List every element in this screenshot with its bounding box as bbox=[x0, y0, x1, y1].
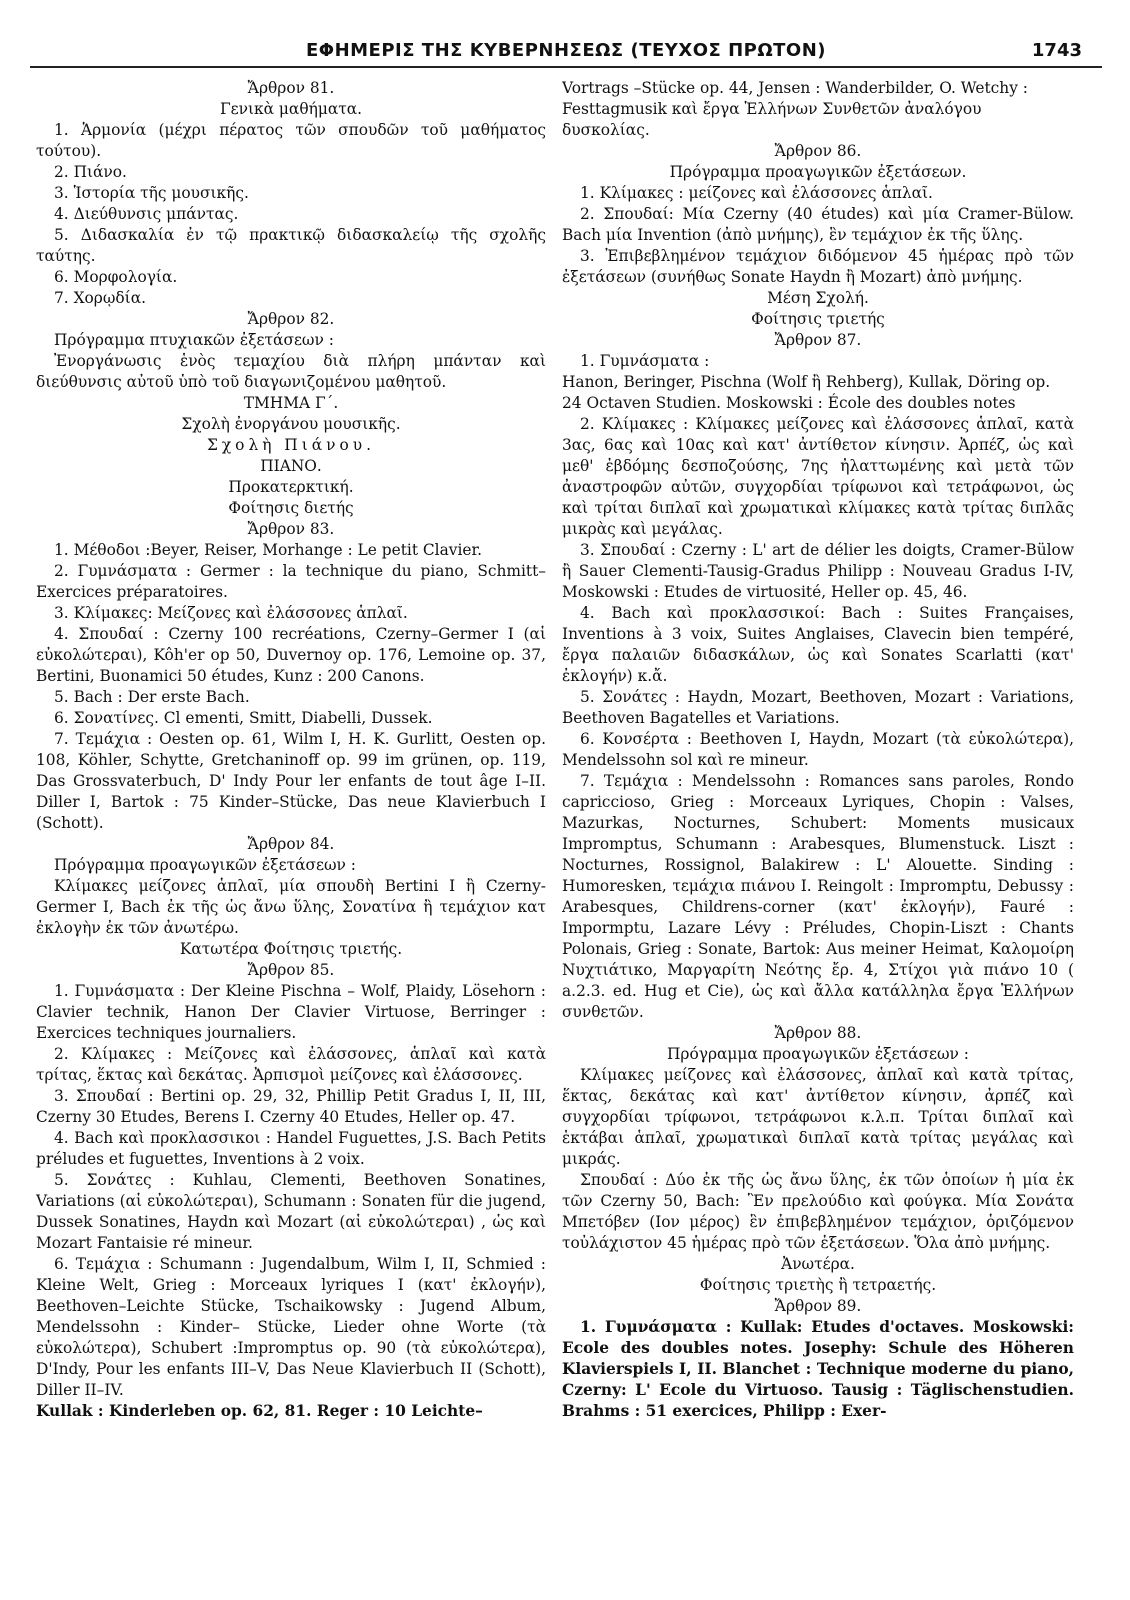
left-column bbox=[36, 78, 546, 1588]
text-paragraph: Κλίμακες μείζονες ἁπλαῖ, μία σπουδὴ Bertini I ἢ Czerny-Germer I, Bach ἐκ τῆς ὡς ἄνω ὕλης, Σονατίνα ἢ τεμάχιον κατ ἐκλογὴν ἐκ τῶν ἀνωτέρω. bbox=[36, 877, 546, 937]
text-paragraph: Πρόγραμμα προαγωγικῶν ἐξετάσεων : bbox=[667, 1045, 969, 1063]
text-paragraph: 6. Κονσέρτα : Beethoven I, Haydn, Mozart (τὰ εὐκολώτερα), Mendelssohn sol καὶ re mineur. bbox=[562, 730, 1074, 769]
text-paragraph: Ἐνοργάνωσις ἑνὸς τεμαχίου διὰ πλήρη μπάνταν καὶ διεύθυνσις αὐτοῦ ὑπὸ τοῦ διαγωνιζομένου μαθητοῦ. bbox=[36, 352, 546, 391]
text-paragraph: 1. Ἁρμονία (μέχρι πέρατος τῶν σπουδῶν τοῦ μαθήματος τούτου). bbox=[36, 121, 546, 160]
text-paragraph: Φοίτησις τριετής bbox=[751, 310, 885, 328]
text-paragraph: Κατωτέρα Φοίτησις τριετής. bbox=[179, 940, 403, 958]
text-paragraph: Ἄρθρον 86. bbox=[774, 142, 862, 160]
text-paragraph: 7. Τεμάχια : Mendelssohn : Romances sans paroles, Rondo capriccioso, Grieg : Morceaux Lyriques, Chopin : Valses, Mazurkas, Nocturnes, Schubert: Moments musicaux Impromptus, Schumann : Arabesques, Blumenstuck. Liszt : Nocturnes, Rossignol, Balakirew : L' Alouette. Sinding : Humoresken, τεμάχια πιάνου I. Reingolt : Impromptu, Debussy : Arabesques, Childrens-corner (κατ' ἐκλογήν), Fauré : Impormptu, Lazare Lévy : Préludes, Chopin-Liszt : Chants Polonais, Grieg : Sonate, Bartok: Aus meiner Heimat, Καλομοίρη Νυχτιάτικο, Μαργαρίτη Νεότης ἔρ. 4, Στίχοι γιὰ πιάνο 10 ( a.2.3. ed. Hug et Cie), ὡς καὶ ἄλλα κατάλληλα ἔργα Ἑλλήνων συνθετῶν. bbox=[562, 772, 1074, 1021]
text-paragraph: 4. Bach καὶ προκλασσικοι : Handel Fuguettes, J.S. Bach Petits préludes et fuguettes, Inventions à 2 voix. bbox=[36, 1129, 546, 1168]
text-paragraph: 2. Γυμνάσματα : Germer : la technique du piano, Schmitt–Exercices préparatoires. bbox=[36, 562, 546, 601]
text-paragraph: 6. Σονατίνες. Cl ementi, Smitt, Diabelli, Dussek. bbox=[54, 709, 433, 727]
right-column bbox=[562, 78, 1074, 1588]
text-paragraph: Μέση Σχολή. bbox=[767, 289, 869, 307]
text-paragraph: 4. Bach καὶ προκλασσικοί: Bach : Suites Françaises, Inventions à 3 voix, Suites Anglaises, Clavecin bien tempéré, ἔργα παλαιῶν διδασκάλων, ὡς καὶ Sonates Scarlatti (κατ' ἐκλογήν) κ.ἄ. bbox=[562, 604, 1074, 685]
text-paragraph: Ἀνωτέρα. bbox=[781, 1255, 855, 1273]
text-paragraph: Πρόγραμμα προαγωγικῶν ἐξετάσεων : bbox=[54, 856, 356, 874]
text-paragraph: ΠΙΑΝΟ. bbox=[260, 457, 322, 475]
text-paragraph: 5. Σονάτες : Haydn, Mozart, Beethoven, Mozart : Variations, Beethoven Bagatelles et Variations. bbox=[562, 688, 1074, 727]
text-paragraph: 1. Μέθοδοι :Beyer, Reiser, Morhange : Le petit Clavier. bbox=[54, 541, 483, 559]
text-paragraph: 7. Χορῳδία. bbox=[54, 289, 146, 307]
text-paragraph: Kullak : Kinderleben op. 62, 81. Reger : 10 Leichte– bbox=[36, 1402, 483, 1420]
page-number: 1743 bbox=[1031, 40, 1082, 61]
text-paragraph: ΤΜΗΜΑ Γ΄. bbox=[243, 394, 339, 412]
text-paragraph: Ἄρθρον 85. bbox=[247, 961, 335, 979]
text-paragraph: Ἄρθρον 84. bbox=[247, 835, 335, 853]
text-paragraph: 4. Διεύθυνσις μπάντας. bbox=[54, 205, 239, 223]
text-paragraph: Σχολὴ Πιάνου. bbox=[206, 436, 376, 454]
text-paragraph: Φοίτησις διετής bbox=[228, 499, 354, 517]
running-title: ΕΦΗΜΕΡΙΣ ΤΗΣ ΚΥΒΕΡΝΗΣΕΩΣ (ΤΕΥΧΟΣ ΠΡΩΤΟΝ) bbox=[305, 40, 826, 61]
text-paragraph: Σπουδαί : Δύο ἐκ τῆς ὡς ἄνω ὕλης, ἐκ τῶν ὁποίων ἡ μία ἐκ τῶν Czerny 50, Bach: Ἓν πρελούδιο καὶ φούγκα. Μία Σονάτα Μπετόβεν (Ιον μέρος) ἓν ἐπιβεβλημένον τεμάχιον, ὁριζόμενον τοὐλάχιστον 45 ἡμέρας πρὸ τῶν ἐξετάσεων. Ὅλα ἀπὸ μνήμης. bbox=[562, 1171, 1074, 1252]
text-paragraph: 3. Ἐπιβεβλημένον τεμάχιον διδόμενον 45 ἡμέρας πρὸ τῶν ἐξετάσεων (συνήθως Sonate Haydn ἢ Mozart) ἀπὸ μνήμης. bbox=[562, 247, 1074, 286]
page-header bbox=[30, 36, 1102, 70]
text-paragraph: 2. Πιάνο. bbox=[54, 163, 127, 181]
text-paragraph: 1. Γυμνάσματα : Kullak: Etudes d'octaves. Moskowski: Ecole des doubles notes. Josephy: Schule des Höheren Klavierspiels I, II. Blanchet : Technique moderne du piano, Czerny: L' Ecole du Virtuoso. Tausig : Täglischenstudien. Brahms : 51 exercices, Philipp : Exer- bbox=[562, 1318, 1074, 1420]
text-paragraph: Γενικὰ μαθήματα. bbox=[219, 100, 363, 118]
text-paragraph: 5. Σονάτες : Kuhlau, Clementi, Beethoven Sonatines, Variations (αἱ εὐκολώτεραι), Schumann : Sonaten für die jugend, Dussek Sonatines, Haydn καὶ Mozart (αἱ εὐκολώτεραι) , ὡς καὶ Mozart Fantaisie ré mineur. bbox=[36, 1171, 546, 1252]
text-paragraph: Σχολὴ ἐνοργάνου μουσικῆς. bbox=[181, 415, 401, 433]
text-paragraph: Πρόγραμμα προαγωγικῶν ἐξετάσεων. bbox=[669, 163, 967, 181]
text-paragraph: Φοίτησις τριετὴς ἢ τετραετής. bbox=[699, 1276, 937, 1294]
header-rule bbox=[30, 66, 1102, 68]
text-paragraph: Προκατερκτική. bbox=[228, 478, 354, 496]
text-paragraph: Ἄρθρον 81. bbox=[247, 79, 335, 97]
text-paragraph: 6. Μορφολογία. bbox=[54, 268, 178, 286]
text-paragraph: 2. Κλίμακες : Μείζονες καὶ ἐλάσσονες, ἁπλαῖ καὶ κατὰ τρίτας, ἕκτας καὶ δεκάτας. Ἀρπισμοὶ μείζονες καὶ ἐλάσσονες. bbox=[36, 1045, 546, 1084]
text-paragraph: 7. Τεμάχια : Oesten op. 61, Wilm I, H. K. Gurlitt, Oesten op. 108, Köhler, Schytte, Gretchaninoff op. 99 im grünen, op. 119, Das Grossvaterbuch, D' Indy Pour ler enfants de tout âge I–II. Diller I, Bartok : 75 Kinder–Stücke, Das neue Klavierbuch I (Schott). bbox=[36, 730, 546, 832]
text-paragraph: 6. Τεμάχια : Schumann : Jugendalbum, Wilm I, II, Schmied : Kleine Welt, Grieg : Morceaux lyriques I (κατ' ἐκλογήν), Beethoven–Leichte Stücke, Tschaikowsky : Jugend Album, Mendelssohn : Kinder– Stücke, Lieder ohne Worte (τὰ εὐκολώτερα), Schubert :Impromptus op. 90 (τὰ εὐκολώτερα), D'Indy, Pour les enfants III–V, Das Neue Klavierbuch II (Schott), Diller II–IV. bbox=[36, 1255, 546, 1399]
text-paragraph: Ἄρθρον 88. bbox=[774, 1024, 862, 1042]
text-paragraph: 3. Σπουδαί : Bertini op. 29, 32, Phillip Petit Gradus I, II, III, Czerny 30 Etudes, Berens I. Czerny 40 Etudes, Heller op. 47. bbox=[36, 1087, 546, 1126]
text-paragraph: Ἄρθρον 83. bbox=[247, 520, 335, 538]
text-paragraph: 3. Κλίμακες: Μείζονες καὶ ἐλάσσονες ἁπλαῖ. bbox=[54, 604, 408, 622]
text-paragraph: 4. Σπουδαί : Czerny 100 recréations, Czerny–Germer I (αἱ εὐκολώτεραι), Kôh'er op 50, Duvernoy op. 176, Lemoine op. 37, Bertini, Buonamici 50 études, Kunz : 200 Canons. bbox=[36, 625, 546, 685]
text-paragraph: Πρόγραμμα πτυχιακῶν ἐξετάσεων : bbox=[54, 331, 334, 349]
text-paragraph: 1. Κλίμακες : μείζονες καὶ ἐλάσσονες ἁπλαῖ. bbox=[580, 184, 933, 202]
text-paragraph: 2. Σπουδαί: Μία Czerny (40 études) καὶ μία Cramer-Bülow. Bach μία Invention (ἀπὸ μνήμης), ἓν τεμάχιον ἐκ τῆς ὕλης. bbox=[562, 205, 1074, 244]
text-paragraph: 1. Γυμνάσματα : Der Kleine Pischna – Wolf, Plaidy, Lösehorn : Clavier technik, Hanon Der Clavier Virtuose, Berringer : Exercices techniques journaliers. bbox=[36, 982, 546, 1042]
text-paragraph: Ἄρθρον 82. bbox=[247, 310, 335, 328]
text-paragraph: 5. Bach : Der erste Bach. bbox=[54, 688, 250, 706]
text-paragraph: Κλίμακες μείζονες καὶ ἐλάσσονες, ἁπλαῖ καὶ κατὰ τρίτας, ἕκτας, δεκάτας καὶ κατ' ἀντίθετον κίνησιν, ἀρπέζ καὶ συγχορδίαι τρίφωνοι, τετράφωνοι κ.λ.π. Τρίται διπλαῖ καὶ ἑκτάβαι ἁπλαῖ, χρωματικαὶ διπλαῖ κατὰ τρίτας μεγάλας καὶ μικράς. bbox=[562, 1066, 1074, 1168]
text-paragraph: Ἄρθρον 87. bbox=[774, 331, 862, 349]
text-paragraph: 1. Γυμνάσματα : bbox=[580, 352, 710, 370]
text-paragraph: Vortrags –Stücke op. 44, Jensen : Wanderbilder, O. Wetchy : Festtagmusik καὶ ἔργα Ἑλλήνων Συνθετῶν ἀναλόγου δυσκολίας. bbox=[562, 79, 1028, 139]
text-paragraph: Hanon, Beringer, Pischna (Wolf ἢ Rehberg), Kullak, Döring op. 24 Octaven Studien. Moskowski : École des doubles notes bbox=[562, 373, 1051, 412]
text-paragraph: 3. Ἱστορία τῆς μουσικῆς. bbox=[54, 184, 249, 202]
text-paragraph: Ἄρθρον 89. bbox=[774, 1297, 862, 1315]
text-paragraph: 3. Σπουδαί : Czerny : L' art de délier les doigts, Cramer-Bülow ἢ Sauer Clementi-Tausig-Gradus Philipp : Nouveau Gradus I-IV, Moskowski : Etudes de virtuosité, Heller op. 45, 46. bbox=[562, 541, 1074, 601]
text-paragraph: 5. Διδασκαλία ἐν τῷ πρακτικῷ διδασκαλείῳ τῆς σχολῆς ταύτης. bbox=[36, 226, 546, 265]
text-paragraph: 2. Κλίμακες : Κλίμακες μείζονες καὶ ἐλάσσονες ἁπλαῖ, κατὰ 3ας, 6ας καὶ 10ας καὶ κατ' ἀντίθετον κίνησιν. Ἀρπέζ, ὡς καὶ μεθ' ἑβδόμης δεσποζούσης, 7ης ἠλαττωμένης καὶ μετὰ τῶν ἀναστροφῶν αὐτῶν, συγχορδίαι τρίφωνοι καὶ τετράφωνοι, ὡς καὶ τρίται διπλαῖ καὶ χρωματικαὶ κλίμακες κατὰ τρίτας διπλᾶς μικρὰς καὶ μεγάλας. bbox=[562, 415, 1074, 538]
